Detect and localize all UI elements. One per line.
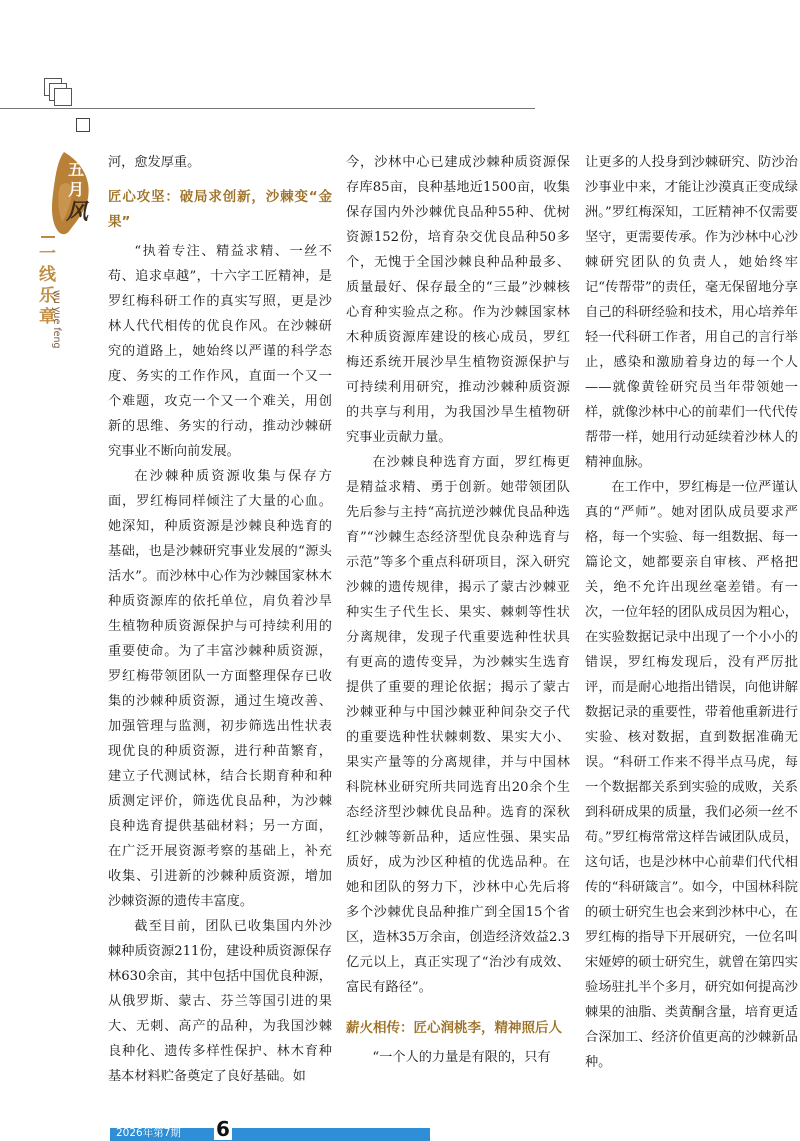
paragraph: “执着专注、精益求精、一丝不苟、追求卓越”，十六字工匠精神，是罗红梅科研工作的真实写照，更是沙林人代代相传的优良作风。在沙棘研究的道路上，她始终以严谨的科学态度、务实的工作作风，直面一个又一个难题，攻克一个又一个难关，用创新的思维、务实的行动，推动沙棘研究事业不断向前发展。 xyxy=(108,244,332,459)
paragraph: 在工作中，罗红梅是一位严谨认真的“严师”。她对团队成员要求严格，每一个实验、每一组数据、每一篇论文，她都要亲自审核、严格把关，绝不允许出现丝毫差错。有一次，一位年轻的团队成员因为粗心，在实验数据记录中出现了一个小小的错误，罗红梅发现后，没有严厉批评，而是耐心地指出错误，向他讲解数据记录的重要性，带着他重新进行实验、核对数据，直到数据准确无误。“科研工作来不得半点马虎，每一个数据都关系到实验的成败，关系到科研成果的质量，我们必须一丝不苟。”罗红梅常常这样告诫团队成员，这句话，也是沙林中心前辈们代代相传的“科研箴言”。如今，中国林科院的硕士研究生也会来到沙林中心，在罗红梅的指导下开展研究，一位名叫宋娅婷的硕士研究生，就曾在第四实验场驻扎半个多月，研究如何提高沙棘果的油脂、类黄酮含量，培育更适合深加工、经济价值更高的沙棘新品种。 xyxy=(585,480,798,1070)
header-rule xyxy=(0,108,535,109)
section-pinyin: wu yue feng xyxy=(51,290,62,349)
issue-label: 2026年第7期 xyxy=(116,1127,181,1139)
article-column-3 xyxy=(585,150,798,1075)
paragraph: 在沙棘良种选育方面，罗红梅更是精益求精、勇于创新。她带领团队先后参与主持“高抗逆沙棘优良品种选育”“沙棘生态经济型优良杂种选育与示范”等多个重点科研项目，深入研究沙棘的遗传规律，揭示了蒙古沙棘亚种实生子代生长、果实、棘刺等性状分离规律，发现子代重要选种性状具有更高的遗传变异，为沙棘实生选育提供了重要的理论依据；揭示了蒙古沙棘亚种与中国沙棘亚种间杂交子代的重要选种性状棘刺数、果实大小、果实产量等的分离规律，并与中国林科院林业研究所共同选育出20余个生态经济型沙棘优良品种。选育的深秋红沙棘等新品种，适应性强、果实品质好，成为沙区种植的优选品种。在她和团队的努力下，沙林中心先后将多个沙棘优良品种推广到全国15个省区，造林35万余亩，创造经济效益2.3亿元以上，真正实现了“治沙有成效、富民有路径”。 xyxy=(346,455,570,995)
month-label: 五 月 xyxy=(67,160,84,199)
paragraph: “一个人的力量是有限的，只有 xyxy=(372,1050,551,1065)
paragraph: 今，沙林中心已建成沙棘种质资源保存库85亩，良种基地近1500亩，收集保存国内外沙棘优良品种55种、优树资源152份，培育杂交优良品种50多个，无愧于全国沙棘良种品种最多、质量最好、保存最全的“三最”沙棘核心育种实验点之称。作为沙棘国家林木种质资源库建设的核心成员，罗红梅还系统开展沙旱生植物资源保护与可持续利用研究，推动沙棘种质资源的共享与利用，为我国沙旱生植物研究事业贡献力量。 xyxy=(346,155,570,445)
corner-squares-icon xyxy=(44,78,72,106)
section-heading: 匠心攻坚：破局求创新，沙棘变“金果” xyxy=(108,189,332,230)
article-column-2 xyxy=(346,150,570,1070)
section-dash xyxy=(41,236,55,238)
wind-character: 风 xyxy=(66,199,89,225)
article-column-1 xyxy=(108,150,332,1089)
section-name: 一线乐章 xyxy=(39,244,56,327)
paragraph: 在沙棘种质资源收集与保存方面，罗红梅同样倾注了大量的心血。她深知，种质资源是沙棘良种选育的基础，也是沙棘研究事业发展的“源头活水”。而沙林中心作为沙棘国家林木种质资源库的依托单位，肩负着沙旱生植物种质资源保护与可持续利用的重要使命。为了丰富沙棘种质资源，罗红梅带领团队一方面整理保存已收集的沙棘种质资源，通过生境改善、加强管理与监测，初步筛选出性状表现优良的种质资源，进行种苗繁育，建立子代测试林，结合长期育种和种质测定评价，筛选优良品种，为沙棘良种选育提供基础材料；另一方面，在广泛开展资源考察的基础上，补充收集、引进新的沙棘种质资源，增加沙棘资源的遗传丰富度。 xyxy=(108,469,332,909)
small-square-icon xyxy=(76,118,90,132)
section-heading: 薪火相传：匠心润桃李，精神照后人 xyxy=(346,1020,562,1036)
paragraph: 截至目前，团队已收集国内外沙棘种质资源211份，建设种质资源保存林630余亩，其中包括中国优良种源，从俄罗斯、蒙古、芬兰等国引进的果大、无刺、高产的品种，为我国沙棘良种化、遗传多样性保护、林木育种基本材料贮备奠定了良好基础。如 xyxy=(108,919,332,1084)
paragraph: 让更多的人投身到沙棘研究、防沙治沙事业中来，才能让沙漠真正变成绿洲。”罗红梅深知，工匠精神不仅需要坚守，更需要传承。作为沙林中心沙棘研究团队的负责人，她始终牢记“传帮带”的责任，毫无保留地分享自己的科研经验和技术，用心培养年轻一代科研工作者，用自己的言行举止，感染和激励着身边的每一个人——就像黄铨研究员当年带领她一样，就像沙林中心的前辈们一代代传帮带一样，她用行动延续着沙林人的精神血脉。 xyxy=(585,155,798,470)
paragraph: 河，愈发厚重。 xyxy=(108,155,201,170)
page-number: 6 xyxy=(216,1117,230,1141)
